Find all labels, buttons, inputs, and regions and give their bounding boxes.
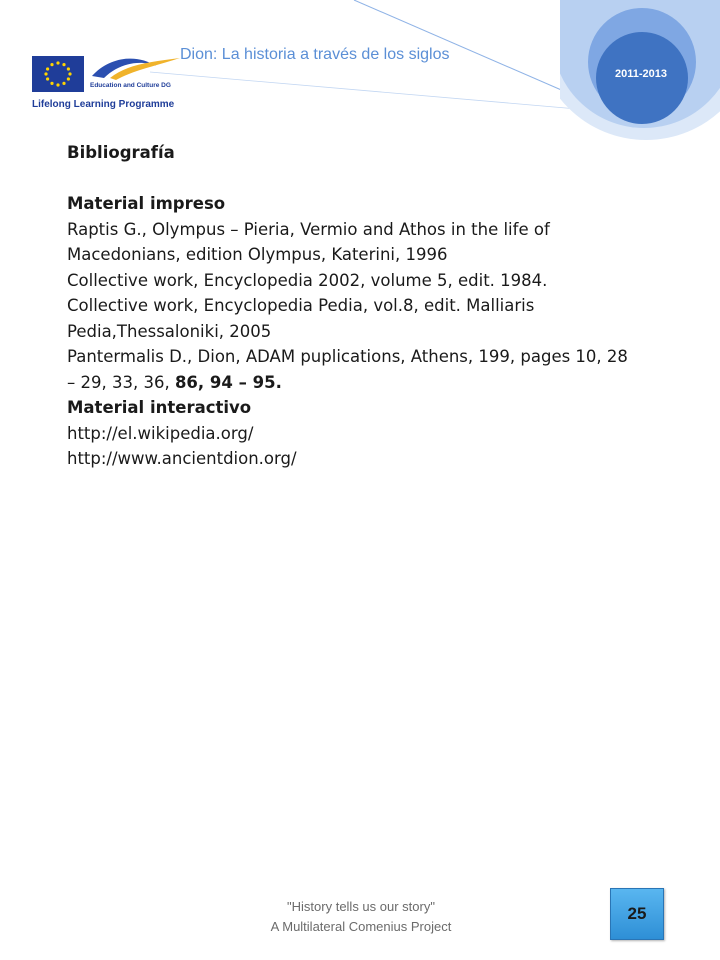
bibliography-line: Raptis G., Olympus – Pieria, Vermio and Athos in the life of <box>67 219 550 239</box>
pages-regular: – 29, 33, 36, <box>67 372 175 392</box>
link-ancientdion[interactable]: http://www.ancientdion.org/ <box>67 449 297 468</box>
footer <box>240 897 482 937</box>
footer-quote: "History tells us our story" <box>287 899 435 914</box>
bibliography-section <box>67 140 667 472</box>
link-wikipedia[interactable]: http://el.wikipedia.org/ <box>67 423 254 443</box>
printed-material-heading: Material impreso <box>67 194 226 213</box>
bibliography-line-pages <box>67 370 667 396</box>
logo-programme-name: Lifelong Learning Programme <box>32 99 175 110</box>
bibliography-line: Collective work, Encyclopedia 2002, volume 5, edit. 1984. <box>67 270 548 290</box>
spacer <box>67 166 667 192</box>
bibliography-line: Collective work, Encyclopedia Pedia, vol.8, edit. Malliaris <box>67 296 535 315</box>
eu-flag-icon <box>32 56 84 92</box>
bibliography-line: Pedia,Thessaloniki, 2005 <box>67 321 272 341</box>
pages-bold: 86, 94 – 95. <box>174 372 282 392</box>
interactive-material-heading: Material interactivo <box>67 398 252 417</box>
page-number-badge <box>610 888 664 940</box>
eu-llp-logo <box>32 52 182 114</box>
footer-project: A Multilateral Comenius Project <box>270 919 452 934</box>
education-culture-swoosh-icon <box>90 52 182 96</box>
page-number: 25 <box>627 904 647 923</box>
header-title: Dion: La historia a través de los siglos <box>180 46 450 63</box>
logo-caption: Education and Culture DG <box>90 82 171 89</box>
bibliography-line: Pantermalis D., Dion, ADAM puplications, Athens, 199, pages 10, 28 <box>67 347 628 366</box>
project-years: 2011-2013 <box>615 68 667 80</box>
bibliography-line: Macedonians, edition Olympus, Katerini, 1996 <box>67 245 448 264</box>
section-heading: Bibliografía <box>67 143 175 162</box>
